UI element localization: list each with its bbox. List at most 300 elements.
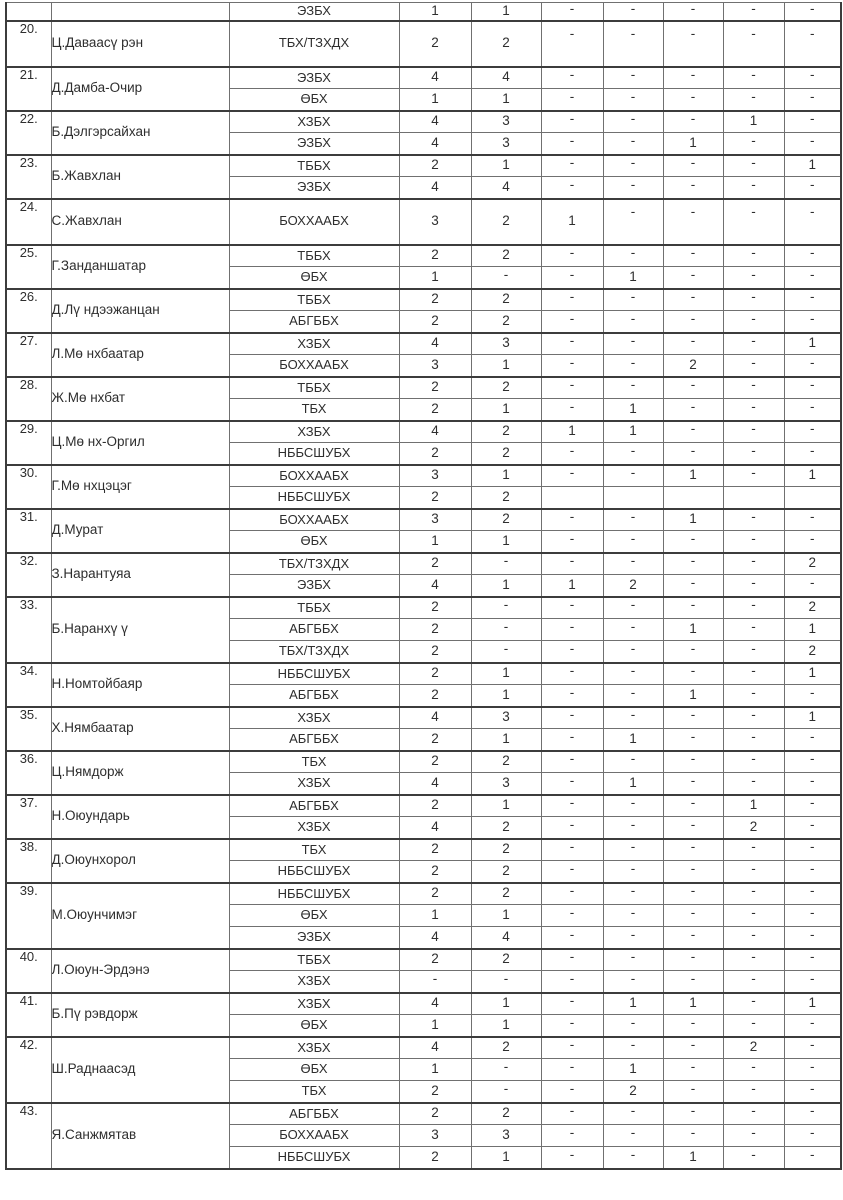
member-name-cell: Д.Дамба-Очир xyxy=(51,67,229,111)
value-cell xyxy=(723,443,784,465)
dash-value: - xyxy=(751,970,756,986)
value-cell: 2 xyxy=(399,377,471,399)
table-row xyxy=(6,509,841,531)
dash-value: - xyxy=(569,266,575,282)
member-name-cell: Л.Мө нхбаатар xyxy=(51,333,229,377)
value-cell xyxy=(784,1081,841,1103)
dash-value: - xyxy=(690,970,696,986)
dash-value: - xyxy=(810,1059,815,1075)
value-cell: 2 xyxy=(399,883,471,905)
dash-value: - xyxy=(690,155,696,171)
dash-value: - xyxy=(503,1080,509,1096)
value-cell xyxy=(723,553,784,575)
value-cell: 1 xyxy=(399,267,471,289)
dash-value: - xyxy=(690,860,696,876)
dash-value: - xyxy=(751,67,756,83)
value-cell: 1 xyxy=(471,465,541,487)
value-cell xyxy=(541,155,603,177)
dash-value: - xyxy=(751,132,756,148)
dash-value: - xyxy=(690,530,696,546)
value-cell xyxy=(663,289,723,311)
dash-value: - xyxy=(690,1037,696,1053)
value-cell: 3 xyxy=(399,355,471,377)
dash-value: - xyxy=(630,926,636,942)
table-row xyxy=(6,67,841,89)
value-cell xyxy=(541,399,603,421)
row-number-cell: 20. xyxy=(6,21,51,67)
value-cell: 2 xyxy=(784,597,841,619)
value-cell xyxy=(663,839,723,861)
dash-value: - xyxy=(503,553,509,569)
value-cell: 2 xyxy=(471,509,541,531)
value-cell xyxy=(541,111,603,133)
value-cell xyxy=(723,245,784,267)
value-cell xyxy=(603,487,663,509)
value-cell: 2 xyxy=(399,443,471,465)
table-row xyxy=(6,663,841,685)
dash-value: - xyxy=(503,1059,509,1075)
value-cell xyxy=(784,421,841,443)
dash-value: - xyxy=(751,926,756,942)
dash-value: - xyxy=(630,1146,636,1162)
dash-value: - xyxy=(569,377,575,393)
table-row xyxy=(6,111,841,133)
value-cell xyxy=(663,663,723,685)
value-cell xyxy=(723,421,784,443)
dash-value: - xyxy=(630,707,636,723)
dash-value: - xyxy=(630,310,636,326)
value-cell: 3 xyxy=(471,773,541,795)
member-name-cell: Б.Пү рэвдорж xyxy=(51,993,229,1037)
table-row xyxy=(6,199,841,245)
value-cell xyxy=(541,839,603,861)
dash-value: - xyxy=(569,1146,575,1162)
dash-value: - xyxy=(630,663,636,679)
value-cell xyxy=(541,89,603,111)
value-cell xyxy=(541,707,603,729)
table-row xyxy=(6,155,841,177)
value-cell: 2 xyxy=(399,949,471,971)
value-cell xyxy=(784,1037,841,1059)
table-row xyxy=(6,21,841,67)
committee-cell: БОХХААБХ xyxy=(229,509,399,531)
value-cell xyxy=(603,3,663,21)
member-name-cell: Д.Оюунхорол xyxy=(51,839,229,883)
dash-value: - xyxy=(810,772,815,788)
dash-value: - xyxy=(690,266,696,282)
member-name-cell: С.Жавхлан xyxy=(51,199,229,245)
table-row xyxy=(6,333,841,355)
value-cell xyxy=(784,267,841,289)
value-cell xyxy=(723,861,784,883)
dash-value: - xyxy=(690,26,696,42)
dash-value: - xyxy=(569,926,575,942)
value-cell xyxy=(541,531,603,553)
value-cell: 1 xyxy=(663,1147,723,1169)
dash-value: - xyxy=(751,707,756,723)
dash-value: - xyxy=(810,728,815,744)
dash-value: - xyxy=(810,751,815,767)
value-cell: 2 xyxy=(399,619,471,641)
value-cell: 1 xyxy=(723,795,784,817)
value-cell: 2 xyxy=(471,949,541,971)
value-cell xyxy=(603,707,663,729)
value-cell xyxy=(784,1103,841,1125)
value-cell: 2 xyxy=(471,289,541,311)
value-cell xyxy=(663,1037,723,1059)
value-cell xyxy=(663,707,723,729)
value-cell: 1 xyxy=(663,685,723,707)
table-row xyxy=(6,1037,841,1059)
row-number-cell: 34. xyxy=(6,663,51,707)
value-cell xyxy=(784,971,841,993)
value-cell xyxy=(603,971,663,993)
value-cell xyxy=(663,3,723,21)
dash-value: - xyxy=(751,26,756,42)
dash-value: - xyxy=(630,751,636,767)
member-name-cell: Ш.Раднаасэд xyxy=(51,1037,229,1103)
value-cell xyxy=(541,597,603,619)
committee-cell: ХЗБХ xyxy=(229,421,399,443)
value-cell: 1 xyxy=(784,333,841,355)
value-cell: 2 xyxy=(471,245,541,267)
dash-value: - xyxy=(569,640,575,656)
value-cell xyxy=(784,399,841,421)
committee-cell: БОХХААБХ xyxy=(229,1125,399,1147)
value-cell xyxy=(603,1037,663,1059)
value-cell xyxy=(603,553,663,575)
value-cell xyxy=(541,861,603,883)
value-cell: 2 xyxy=(399,245,471,267)
value-cell xyxy=(723,641,784,663)
dash-value: - xyxy=(690,728,696,744)
value-cell: 1 xyxy=(471,355,541,377)
dash-value: - xyxy=(690,795,696,811)
value-cell: 2 xyxy=(399,21,471,67)
value-cell xyxy=(723,1015,784,1037)
value-cell xyxy=(471,597,541,619)
table-row xyxy=(6,707,841,729)
dash-value: - xyxy=(630,354,636,370)
dash-value: - xyxy=(810,67,815,83)
value-cell xyxy=(603,89,663,111)
committee-cell: ТБХ xyxy=(229,839,399,861)
value-cell xyxy=(541,1125,603,1147)
value-cell xyxy=(541,443,603,465)
dash-value: - xyxy=(569,465,575,481)
committee-cell: ТББХ xyxy=(229,949,399,971)
dash-value: - xyxy=(630,1125,636,1141)
value-cell: 2 xyxy=(399,839,471,861)
table-row xyxy=(6,993,841,1015)
value-cell xyxy=(663,1125,723,1147)
value-cell xyxy=(663,267,723,289)
value-cell xyxy=(603,531,663,553)
value-cell xyxy=(541,1015,603,1037)
dash-value: - xyxy=(569,289,575,305)
value-cell xyxy=(603,1103,663,1125)
row-number-cell: 41. xyxy=(6,993,51,1037)
value-cell xyxy=(541,905,603,927)
value-cell: 4 xyxy=(399,177,471,199)
dash-value: - xyxy=(751,905,756,921)
value-cell: 1 xyxy=(663,133,723,155)
committee-cell: ТБХ xyxy=(229,399,399,421)
value-cell xyxy=(784,487,841,509)
dash-value: - xyxy=(690,204,696,220)
value-cell xyxy=(399,971,471,993)
dash-value: - xyxy=(751,619,756,635)
value-cell: 1 xyxy=(471,155,541,177)
value-cell: 1 xyxy=(784,707,841,729)
value-cell xyxy=(541,729,603,751)
value-cell xyxy=(663,817,723,839)
committee-cell: ТББХ xyxy=(229,597,399,619)
value-cell xyxy=(723,3,784,21)
value-cell xyxy=(723,883,784,905)
row-number-cell: 31. xyxy=(6,509,51,553)
value-cell xyxy=(603,883,663,905)
value-cell xyxy=(603,289,663,311)
value-cell: 3 xyxy=(471,133,541,155)
value-cell: 1 xyxy=(541,199,603,245)
value-cell xyxy=(663,575,723,597)
table-row xyxy=(6,949,841,971)
value-cell xyxy=(784,377,841,399)
value-cell xyxy=(723,67,784,89)
value-cell xyxy=(723,333,784,355)
value-cell xyxy=(603,839,663,861)
dash-value: - xyxy=(690,67,696,83)
value-cell xyxy=(723,619,784,641)
value-cell: 4 xyxy=(399,927,471,949)
member-name-cell: Г.Мө нхцэцэг xyxy=(51,465,229,509)
value-cell: 2 xyxy=(603,575,663,597)
dash-value: - xyxy=(690,1014,696,1030)
value-cell: 2 xyxy=(399,311,471,333)
value-cell xyxy=(723,773,784,795)
dash-value: - xyxy=(810,442,815,458)
dash-value: - xyxy=(810,1103,815,1119)
value-cell xyxy=(663,311,723,333)
dash-value: - xyxy=(630,640,636,656)
committee-cell: ӨБХ xyxy=(229,267,399,289)
value-cell xyxy=(784,67,841,89)
value-cell: 2 xyxy=(784,553,841,575)
dash-value: - xyxy=(810,289,815,305)
value-cell xyxy=(603,377,663,399)
dash-value: - xyxy=(690,1125,696,1141)
row-number-cell: 42. xyxy=(6,1037,51,1103)
value-cell xyxy=(723,905,784,927)
value-cell: 1 xyxy=(471,531,541,553)
value-cell: 3 xyxy=(471,1125,541,1147)
dash-value: - xyxy=(569,728,575,744)
value-cell: 2 xyxy=(399,553,471,575)
value-cell xyxy=(784,355,841,377)
dash-value: - xyxy=(810,530,815,546)
value-cell: 1 xyxy=(603,421,663,443)
value-cell: 2 xyxy=(399,1081,471,1103)
committee-cell: ХЗБХ xyxy=(229,707,399,729)
dash-value: - xyxy=(810,1125,815,1141)
dash-value: - xyxy=(630,88,636,104)
dash-value: - xyxy=(569,619,575,635)
value-cell xyxy=(663,751,723,773)
committee-cell: ЭЗБХ xyxy=(229,927,399,949)
dash-value: - xyxy=(751,398,756,414)
value-cell xyxy=(603,245,663,267)
dash-value: - xyxy=(569,132,575,148)
value-cell xyxy=(784,751,841,773)
dash-value: - xyxy=(751,772,756,788)
value-cell: 3 xyxy=(471,707,541,729)
value-cell xyxy=(663,1081,723,1103)
value-cell xyxy=(603,685,663,707)
row-number-cell: 21. xyxy=(6,67,51,111)
value-cell: 2 xyxy=(399,729,471,751)
dash-value: - xyxy=(690,751,696,767)
dash-value: - xyxy=(690,926,696,942)
dash-value: - xyxy=(569,1014,575,1030)
dash-value: - xyxy=(569,839,575,855)
committee-cell: АБГББХ xyxy=(229,729,399,751)
table-row xyxy=(6,1103,841,1125)
dash-value: - xyxy=(751,204,756,220)
dash-value: - xyxy=(569,949,575,965)
value-cell xyxy=(471,971,541,993)
value-cell xyxy=(784,817,841,839)
dash-value: - xyxy=(503,597,509,613)
committee-cell: ТББХ xyxy=(229,289,399,311)
value-cell xyxy=(603,1125,663,1147)
row-number-cell: 32. xyxy=(6,553,51,597)
value-cell xyxy=(471,1081,541,1103)
dash-value: - xyxy=(630,132,636,148)
value-cell: 4 xyxy=(399,993,471,1015)
value-cell: 2 xyxy=(399,399,471,421)
dash-value: - xyxy=(810,1080,815,1096)
dash-value: - xyxy=(569,310,575,326)
value-cell xyxy=(603,1147,663,1169)
value-cell: 1 xyxy=(663,465,723,487)
value-cell xyxy=(541,927,603,949)
dash-value: - xyxy=(569,26,575,42)
value-cell: 4 xyxy=(399,1037,471,1059)
committee-cell: ЭЗБХ xyxy=(229,3,399,21)
value-cell xyxy=(663,1015,723,1037)
dash-value: - xyxy=(630,684,636,700)
member-name-cell xyxy=(51,3,229,21)
value-cell xyxy=(723,707,784,729)
dash-value: - xyxy=(810,949,815,965)
value-cell xyxy=(723,465,784,487)
committee-cell: ЭЗБХ xyxy=(229,575,399,597)
value-cell xyxy=(603,751,663,773)
value-cell: 2 xyxy=(471,487,541,509)
committee-cell: ӨБХ xyxy=(229,905,399,927)
committee-cell: БОХХААБХ xyxy=(229,199,399,245)
value-cell: 2 xyxy=(471,21,541,67)
value-cell xyxy=(603,1015,663,1037)
value-cell xyxy=(603,949,663,971)
value-cell xyxy=(603,21,663,67)
value-cell xyxy=(663,883,723,905)
member-name-cell: Я.Санжмятав xyxy=(51,1103,229,1169)
table-row xyxy=(6,377,841,399)
value-cell xyxy=(723,663,784,685)
row-number-cell: 22. xyxy=(6,111,51,155)
committee-cell: НББСШУБХ xyxy=(229,663,399,685)
value-cell xyxy=(784,1147,841,1169)
dash-value: - xyxy=(810,1037,815,1053)
member-name-cell: Ц.Нямдорж xyxy=(51,751,229,795)
value-cell xyxy=(603,465,663,487)
value-cell: 2 xyxy=(399,663,471,685)
value-cell: 1 xyxy=(471,795,541,817)
value-cell: 2 xyxy=(471,883,541,905)
value-cell: 2 xyxy=(471,199,541,245)
value-cell xyxy=(603,905,663,927)
value-cell: 1 xyxy=(399,1059,471,1081)
value-cell xyxy=(784,927,841,949)
table-row xyxy=(6,839,841,861)
dash-value: - xyxy=(810,266,815,282)
dash-value: - xyxy=(810,132,815,148)
dash-value: - xyxy=(630,597,636,613)
committee-cell: НББСШУБХ xyxy=(229,487,399,509)
committee-cell: НББСШУБХ xyxy=(229,1147,399,1169)
committee-cell: ХЗБХ xyxy=(229,971,399,993)
dash-value: - xyxy=(751,289,756,305)
dash-value: - xyxy=(690,1080,696,1096)
value-cell: 2 xyxy=(399,685,471,707)
row-number-cell: 26. xyxy=(6,289,51,333)
dash-value: - xyxy=(751,176,756,192)
dash-value: - xyxy=(810,421,815,437)
committee-cell: ӨБХ xyxy=(229,531,399,553)
value-cell xyxy=(784,1015,841,1037)
value-cell: 1 xyxy=(471,685,541,707)
value-cell xyxy=(723,311,784,333)
value-cell xyxy=(663,773,723,795)
value-cell: 1 xyxy=(399,3,471,21)
dash-value: - xyxy=(630,176,636,192)
value-cell xyxy=(723,1125,784,1147)
value-cell: 1 xyxy=(603,773,663,795)
dash-value: - xyxy=(690,839,696,855)
roster-table xyxy=(5,2,842,1170)
value-cell: 3 xyxy=(399,199,471,245)
value-cell xyxy=(603,861,663,883)
dash-value: - xyxy=(569,354,575,370)
row-number-cell: 39. xyxy=(6,883,51,949)
value-cell: 4 xyxy=(399,707,471,729)
member-name-cell: Г.Занданшатар xyxy=(51,245,229,289)
value-cell xyxy=(541,177,603,199)
value-cell: 1 xyxy=(663,619,723,641)
value-cell xyxy=(603,311,663,333)
value-cell: 2 xyxy=(471,1103,541,1125)
value-cell xyxy=(784,839,841,861)
value-cell xyxy=(541,1103,603,1125)
value-cell xyxy=(541,3,603,21)
value-cell: 2 xyxy=(399,289,471,311)
dash-value: - xyxy=(630,905,636,921)
dash-value: - xyxy=(569,553,575,569)
value-cell xyxy=(541,751,603,773)
dash-value: - xyxy=(690,245,696,261)
